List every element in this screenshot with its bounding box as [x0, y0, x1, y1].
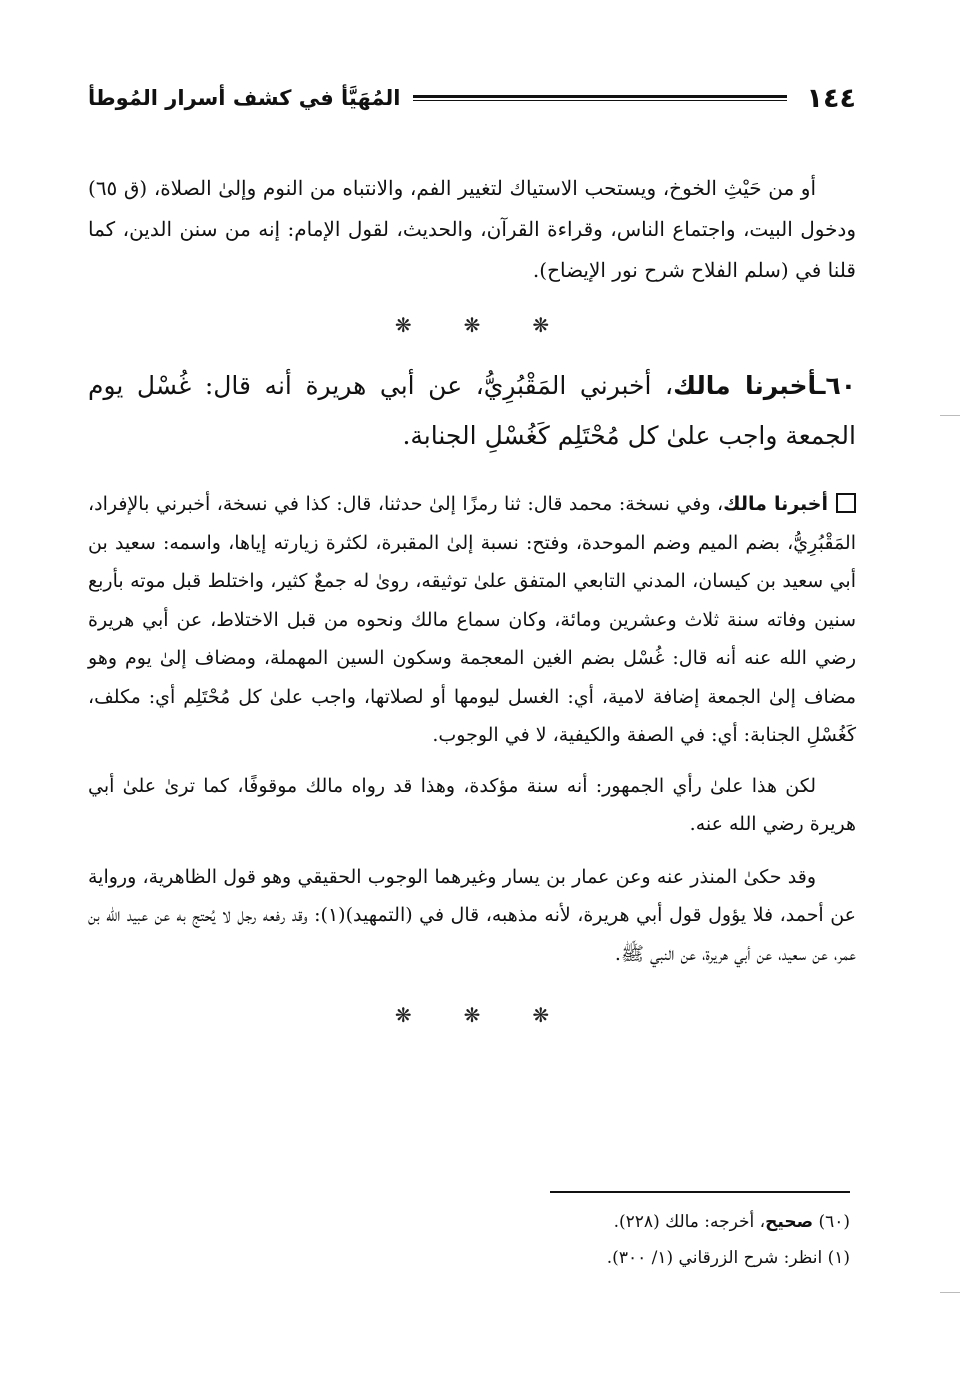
page-header — [88, 78, 856, 118]
hadith-text — [88, 361, 856, 461]
hadith-number: ٦٠ـ — [816, 371, 856, 400]
separator-star: ❋ — [394, 1003, 412, 1027]
footnote-text: ، أخرجه: مالك (٢٢٨). — [613, 1212, 766, 1232]
square-box-icon — [836, 493, 856, 513]
footnotes — [250, 1204, 850, 1276]
running-title: المُهَيَّأ في كشف أسرار المُوطأ — [88, 86, 401, 110]
footnote-rule — [550, 1191, 850, 1193]
separator-star: ❋ — [463, 313, 481, 337]
footnote-label: (١) — [827, 1248, 850, 1268]
page-number: ١٤٤ — [806, 82, 856, 114]
intro-paragraph: أو من حَيْثِ الخوخ، ويستحب الاستياك لتغيير الفم، والانتباه من النوم وإلىٰ الصلاة، (ق ٦٥) ودخول البيت، واجتماع الناس، وقراءة القرآن، والحديث، لقول الإمام: إنه من سنن الدين، كما قلنا في (سلم الفلاح شرح نور الإيضاح). — [88, 176, 856, 282]
commentary-body: ، وفي نسخة: محمد قال: ثنا رمزًا إلىٰ حدثنا، قال: كذا في نسخة، أخبرني بالإفراد، المَقْبُرِيُّ، بضم الميم وضم الموحدة، وفتح: نسبة إلىٰ المقبرة، لكثرة زيارته إياها، واسمه: سعيد بن أبي سعيد بن كيسان، المدني التابعي المتفق علىٰ توثيقه، روىٰ له جمعٌ كثير، واختلط قبل موته بأربع سنين وفاته سنة ثلاث وعشرين ومائة، وكان سماع مالك ونحوه من قبل الاختلاط، عن أبي هريرة رضي الله عنه أنه قال: غُسْل بضم الغين المعجمة وسكون السين المهملة، ومضاف إلىٰ يوم وهو مضاف إلىٰ الجمعة إضافة لامية، أي: الغسل ليومها أو لصلاتها، واجب علىٰ كل مُحْتَلِم أي: مكلف، كَغُسْلِ الجنابة: أي: في الصفة والكيفية، لا في الوجوب. — [88, 493, 856, 746]
margin-mark — [940, 1292, 960, 1293]
commentary-paragraph-2: لكن هذا علىٰ رأي الجمهور: أنه سنة مؤكدة، وهذا قد رواه مالك موقوفًا، كما ترىٰ علىٰ أبي هريرة رضي الله عنه. — [88, 774, 856, 835]
footnote-label: (٦٠) — [818, 1212, 850, 1232]
separator-star: ❋ — [532, 313, 550, 337]
main-text — [88, 168, 856, 1027]
header-rule — [413, 95, 787, 101]
separator-star: ❋ — [463, 1003, 481, 1027]
commentary-paragraph — [88, 485, 856, 755]
section-separator — [88, 313, 856, 353]
footnote — [250, 1204, 850, 1240]
footnote — [250, 1240, 850, 1276]
hadith-lead: أخبرنا مالك — [673, 371, 817, 400]
hadith-body: ، أخبرني المَقْبُرِيُّ، عن أبي هريرة أنه قال: غُسْل يوم الجمعة واجب علىٰ كل مُحْتَلِم كَغُسْلِ الجنابة. — [88, 371, 856, 450]
commentary-paragraph-3: وقد حكىٰ المنذر عنه وعن عمار بن يسار وغيرهما الوجوب الحقيقي وهو قول الظاهرية، ورواية عن أحمد، فلا يؤول قول أبي هريرة، لأنه مذهبه، قال في (التمهيد)(١): وقد رفعه رجل لا يُحتج به عن عبيد الله بن عمر، عن سعيد، عن أبي هريرة، عن النبي ﷺ. — [88, 865, 857, 965]
separator-star: ❋ — [394, 313, 412, 337]
footnote-lead: صحيح — [765, 1212, 814, 1232]
separator-star: ❋ — [532, 1003, 550, 1027]
footnote-text: انظر: شرح الزرقاني (١/ ٣٠٠). — [606, 1248, 823, 1268]
commentary-lead: أخبرنا مالك — [723, 493, 829, 515]
section-separator-2 — [88, 1003, 856, 1027]
margin-mark — [940, 415, 960, 416]
